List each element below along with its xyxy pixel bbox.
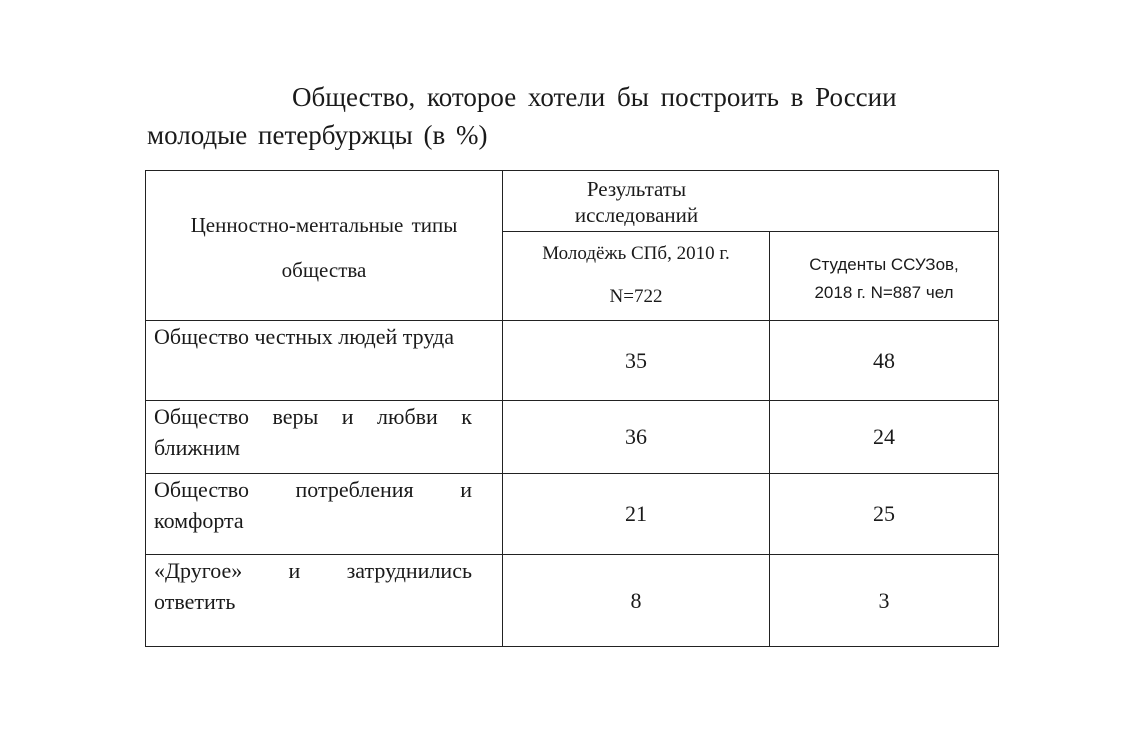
header-results-line-2: исследований [574, 203, 699, 227]
table-row [146, 401, 999, 474]
header-types-cell [146, 171, 503, 321]
row-value-2018: 25 [770, 474, 999, 555]
row-value-2010: 8 [503, 555, 770, 647]
row-value-2018: 3 [770, 555, 999, 647]
header-row-top [146, 171, 999, 232]
row-label: «Другое» и затруднились ответить [146, 555, 503, 647]
header-results-line-1: Результаты [586, 177, 687, 201]
header-col-2010-line-2: N=722 [609, 286, 663, 307]
row-value-2010: 21 [503, 474, 770, 555]
table-row [146, 321, 999, 401]
results-table [145, 170, 999, 647]
row-value-2010: 35 [503, 321, 770, 401]
row-value-2018: 48 [770, 321, 999, 401]
header-results-cell [503, 171, 999, 232]
row-label: Общество честных людей труда [146, 321, 503, 401]
header-types-line-2: общества [281, 257, 367, 282]
title-line-2: молодые петербуржцы (в %) [147, 120, 488, 150]
header-col-2010 [503, 232, 770, 321]
header-col-2018 [770, 232, 999, 321]
header-col-2010-line-1: Молодёжь СПб, 2010 г. [542, 243, 730, 264]
row-value-2010: 36 [503, 401, 770, 474]
title-line-1: Общество, которое хотели бы построить в России [292, 82, 897, 112]
header-col-2018-line-2: 2018 г. N=887 чел [814, 283, 954, 302]
header-types-line-1: Ценностно-ментальные типы [190, 212, 458, 237]
row-label: Общество веры и любви к ближним [146, 401, 503, 474]
row-label: Общество потребления и комфорта [146, 474, 503, 555]
header-col-2018-line-1: Студенты ССУЗов, [809, 255, 959, 274]
table-row [146, 555, 999, 647]
row-value-2018: 24 [770, 401, 999, 474]
table-row [146, 474, 999, 555]
